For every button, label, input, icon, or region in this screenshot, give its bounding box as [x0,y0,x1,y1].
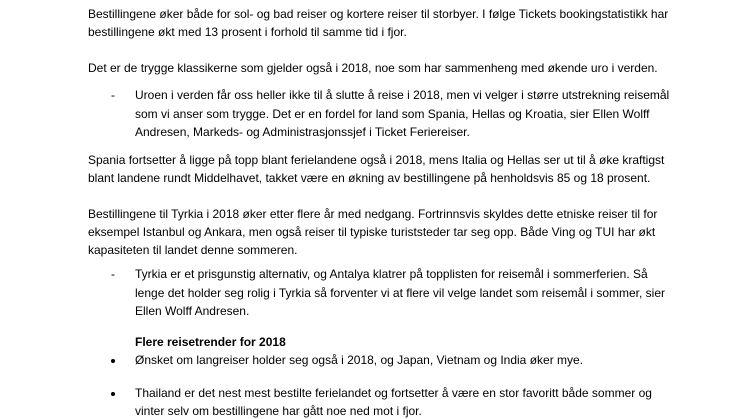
list-item-line: Andresen, Markeds- og Administrasjonssjef i Ticket Feriereiser. [135,125,470,139]
list-item-line: Ellen Wolff Andresen. [135,304,250,318]
dash-marker: - [111,88,115,102]
bullet-icon [111,392,115,396]
section-heading: Flere reisetrender for 2018 [135,335,286,349]
paragraph-line: Bestillingene øker både for sol- og bad reiser og kortere reiser til storbyer. I følge Tickets bookingstatistikk har [88,7,669,21]
paragraph-line: blant landene rundt Middelhavet, takket være en økning av bestillingene på henholdsvis 85 og 18 prosent. [88,171,651,185]
paragraph-line: Bestillingene til Tyrkia i 2018 øker etter flere år med nedgang. Fortrinnsvis skyldes dette etniske reiser til for [88,207,658,221]
bullet-icon [111,359,115,363]
list-item-line: Uroen i verden får oss heller ikke til å slutte å reise i 2018, men vi velger i større utstrekning reisemål [135,88,670,102]
list-item-line: Thailand er det nest mest bestilte ferielandet og fortsetter å være en stor favoritt både sommer og [135,386,652,400]
paragraph-line: Spania fortsetter å ligge på topp blant ferielandene også i 2018, mens Italia og Hellas ser ut til å øke kraftigst [88,153,665,167]
paragraph-line: eksempel Istanbul og Ankara, men også reiser til typiske turiststeder tar seg opp. Både Ving og TUI har økt [88,225,656,239]
paragraph-line: kapasiteten til landet denne sommeren. [88,243,298,257]
list-item-line: lenge det holder seg rolig i Tyrkia så forventer vi at flere vil velge landet som reisemål i sommer, sier [135,286,666,300]
dash-marker: - [111,267,115,281]
list-item-line: Tyrkia er et prisgunstig alternativ, og Antalya klatrer på topplisten for reisemål i sommerferien. Så [135,267,648,281]
paragraph-line: bestillingene økt med 13 prosent i forhold til samme tid i fjor. [88,25,407,39]
list-item-line: som vi anser som trygge. Det er en fordel for land som Spania, Hellas og Kroatia, sier Ellen Wolff [135,107,650,121]
paragraph-line: Det er de trygge klassikerne som gjelder også i 2018, noe som har sammenheng med økende uro i verden. [88,61,658,75]
list-item-line: Ønsket om langreiser holder seg også i 2018, og Japan, Vietnam og India øker mye. [135,353,584,367]
list-item-line: vinter selv om bestillingene har gått noe ned mot i fjor. [135,404,422,418]
